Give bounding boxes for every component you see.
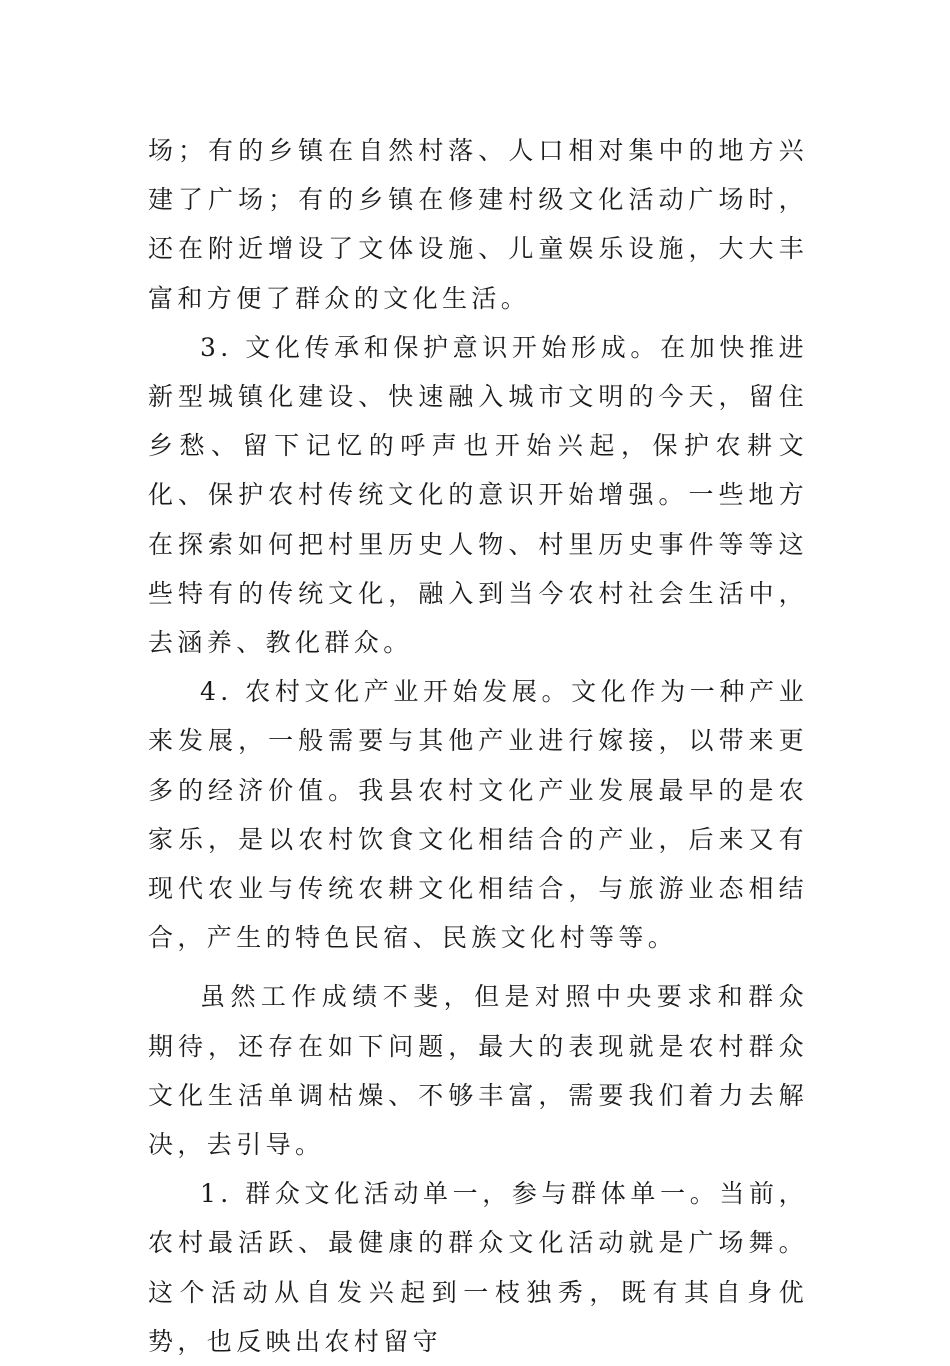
paragraph-5: 1. 群众文化活动单一，参与群体单一。当前，农村最活跃、最健康的群众文化活动就是广场舞。这个活动从自发兴起到一枝独秀，既有其自身优势，也反映出农村留守 <box>148 1179 808 1356</box>
document-body <box>148 126 808 1366</box>
paragraph-1: 场；有的乡镇在自然村落、人口相对集中的地方兴建了广场；有的乡镇在修建村级文化活动广场时，还在附近增设了文体设施、儿童娱乐设施，大大丰富和方便了群众的文化生活。 <box>148 136 808 313</box>
paragraph-3: 4. 农村文化产业开始发展。文化作为一种产业来发展，一般需要与其他产业进行嫁接，以带来更多的经济价值。我县农村文化产业发展最早的是农家乐，是以农村饮食文化相结合的产业，后来又有现代农业与传统农耕文化相结合，与旅游业态相结合，产生的特色民宿、民族文化村等等。 <box>148 677 808 953</box>
paragraph-gap <box>148 962 808 972</box>
paragraph-2: 3. 文化传承和保护意识开始形成。在加快推进新型城镇化建设、快速融入城市文明的今天，留住乡愁、留下记忆的呼声也开始兴起，保护农耕文化、保护农村传统文化的意识开始增强。一些地方在探索如何把村里历史人物、村里历史事件等等这些特有的传统文化，融入到当今农村社会生活中，去涵养、教化群众。 <box>148 332 808 658</box>
paragraph-4: 虽然工作成绩不斐，但是对照中央要求和群众期待，还存在如下问题，最大的表现就是农村群众文化生活单调枯燥、不够丰富，需要我们着力去解决，去引导。 <box>148 982 808 1160</box>
